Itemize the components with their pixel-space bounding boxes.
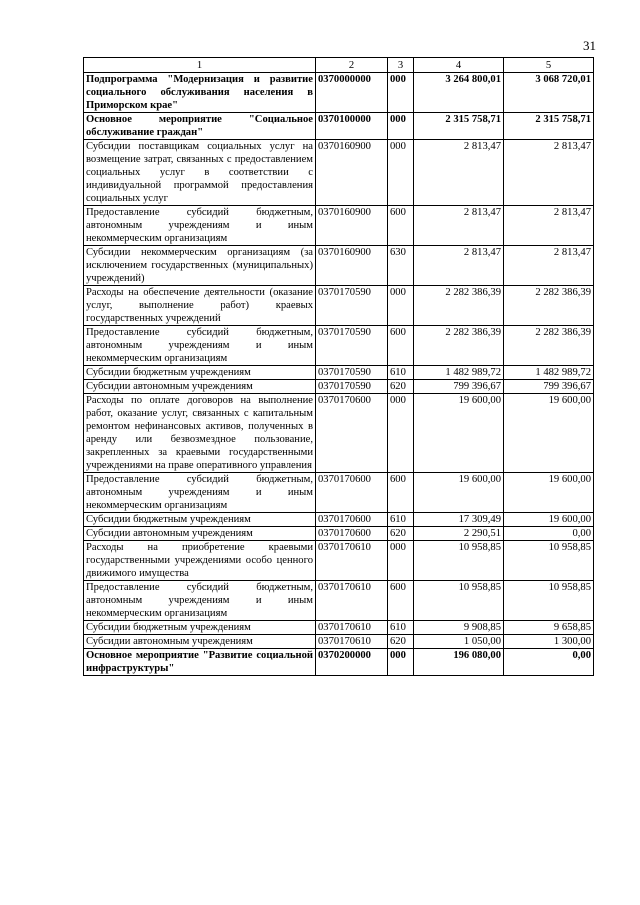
table-row xyxy=(84,581,594,621)
row-name-cell: Предоставление субсидий бюджетным, автономным учреждениям и иным некоммерческим организациям xyxy=(84,206,316,246)
row-csr-cell: 0370170590 xyxy=(316,366,388,380)
row-vr-cell: 600 xyxy=(388,326,414,366)
row-year2-amount-cell: 0,00 xyxy=(504,649,594,676)
row-vr-cell: 620 xyxy=(388,380,414,394)
row-name-cell: Субсидии бюджетным учреждениям xyxy=(84,366,316,380)
column-number-row xyxy=(84,58,594,73)
table-row xyxy=(84,73,594,113)
table-row xyxy=(84,513,594,527)
row-csr-cell: 0370170600 xyxy=(316,473,388,513)
row-csr-cell: 0370100000 xyxy=(316,113,388,140)
column-header: 4 xyxy=(414,58,504,73)
row-vr-cell: 600 xyxy=(388,473,414,513)
row-year1-amount-cell: 3 264 800,01 xyxy=(414,73,504,113)
row-csr-cell: 0370160900 xyxy=(316,140,388,206)
row-name-cell: Основное мероприятие "Социальное обслуживание граждан" xyxy=(84,113,316,140)
row-vr-cell: 610 xyxy=(388,366,414,380)
row-vr-cell: 630 xyxy=(388,246,414,286)
row-year1-amount-cell: 196 080,00 xyxy=(414,649,504,676)
row-vr-cell: 000 xyxy=(388,140,414,206)
row-csr-cell: 0370170590 xyxy=(316,286,388,326)
row-year1-amount-cell: 19 600,00 xyxy=(414,473,504,513)
row-year1-amount-cell: 2 290,51 xyxy=(414,527,504,541)
row-year1-amount-cell: 2 282 386,39 xyxy=(414,286,504,326)
row-vr-cell: 000 xyxy=(388,286,414,326)
row-year2-amount-cell: 3 068 720,01 xyxy=(504,73,594,113)
row-vr-cell: 000 xyxy=(388,113,414,140)
row-csr-cell: 0370160900 xyxy=(316,246,388,286)
row-csr-cell: 0370200000 xyxy=(316,649,388,676)
row-year1-amount-cell: 19 600,00 xyxy=(414,394,504,473)
row-name-cell: Предоставление субсидий бюджетным, автономным учреждениям и иным некоммерческим организациям xyxy=(84,581,316,621)
row-csr-cell: 0370170600 xyxy=(316,513,388,527)
row-year2-amount-cell: 2 813,47 xyxy=(504,140,594,206)
row-csr-cell: 0370170600 xyxy=(316,394,388,473)
table-row xyxy=(84,140,594,206)
row-year1-amount-cell: 2 813,47 xyxy=(414,206,504,246)
row-name-cell: Субсидии автономным учреждениям xyxy=(84,635,316,649)
row-vr-cell: 600 xyxy=(388,206,414,246)
row-year2-amount-cell: 799 396,67 xyxy=(504,380,594,394)
row-year2-amount-cell: 19 600,00 xyxy=(504,394,594,473)
table-row xyxy=(84,286,594,326)
row-year2-amount-cell: 0,00 xyxy=(504,527,594,541)
row-name-cell: Расходы по оплате договоров на выполнение работ, оказание услуг, связанных с капитальным ремонтом нефинансовых активов, полученных в аренду или безвозмездное пользование, закрепленных за краевыми государственными учреждениями на праве оперативного управления xyxy=(84,394,316,473)
row-vr-cell: 620 xyxy=(388,527,414,541)
row-csr-cell: 0370170600 xyxy=(316,527,388,541)
row-name-cell: Расходы на приобретение краевыми государственными учреждениями особо ценного движимого имущества xyxy=(84,541,316,581)
row-vr-cell: 000 xyxy=(388,394,414,473)
row-csr-cell: 0370170610 xyxy=(316,581,388,621)
row-name-cell: Субсидии автономным учреждениям xyxy=(84,527,316,541)
page-number: 31 xyxy=(583,38,596,53)
row-name-cell: Расходы на обеспечение деятельности (оказание услуг, выполнение работ) краевых государственных учреждений xyxy=(84,286,316,326)
row-year1-amount-cell: 2 282 386,39 xyxy=(414,326,504,366)
row-name-cell: Субсидии бюджетным учреждениям xyxy=(84,621,316,635)
row-year2-amount-cell: 2 315 758,71 xyxy=(504,113,594,140)
column-header: 1 xyxy=(84,58,316,73)
table-row xyxy=(84,541,594,581)
row-name-cell: Субсидии автономным учреждениям xyxy=(84,380,316,394)
row-year2-amount-cell: 2 282 386,39 xyxy=(504,326,594,366)
table-row xyxy=(84,366,594,380)
row-year2-amount-cell: 10 958,85 xyxy=(504,541,594,581)
row-name-cell: Предоставление субсидий бюджетным, автономным учреждениям и иным некоммерческим организациям xyxy=(84,326,316,366)
row-name-cell: Субсидии поставщикам социальных услуг на возмещение затрат, связанных с предоставлением социальных услуг в соответствии с индивидуальной программой предоставления социальных услуг xyxy=(84,140,316,206)
table-row xyxy=(84,380,594,394)
row-vr-cell: 000 xyxy=(388,541,414,581)
column-header: 2 xyxy=(316,58,388,73)
column-header: 5 xyxy=(504,58,594,73)
row-year2-amount-cell: 19 600,00 xyxy=(504,473,594,513)
row-year2-amount-cell: 2 813,47 xyxy=(504,246,594,286)
row-year2-amount-cell: 10 958,85 xyxy=(504,581,594,621)
row-year1-amount-cell: 799 396,67 xyxy=(414,380,504,394)
row-name-cell: Подпрограмма "Модернизация и развитие социального обслуживания населения в Приморском крае" xyxy=(84,73,316,113)
row-vr-cell: 000 xyxy=(388,649,414,676)
row-year1-amount-cell: 17 309,49 xyxy=(414,513,504,527)
row-year2-amount-cell: 9 658,85 xyxy=(504,621,594,635)
row-year1-amount-cell: 2 813,47 xyxy=(414,246,504,286)
row-csr-cell: 0370170610 xyxy=(316,635,388,649)
row-csr-cell: 0370000000 xyxy=(316,73,388,113)
table-row xyxy=(84,246,594,286)
row-name-cell: Основное мероприятие "Развитие социальной инфраструктуры" xyxy=(84,649,316,676)
row-year1-amount-cell: 2 315 758,71 xyxy=(414,113,504,140)
table-row xyxy=(84,621,594,635)
row-csr-cell: 0370170610 xyxy=(316,621,388,635)
row-year2-amount-cell: 1 300,00 xyxy=(504,635,594,649)
row-vr-cell: 600 xyxy=(388,581,414,621)
row-vr-cell: 000 xyxy=(388,73,414,113)
row-name-cell: Субсидии бюджетным учреждениям xyxy=(84,513,316,527)
table-row xyxy=(84,527,594,541)
column-header: 3 xyxy=(388,58,414,73)
table-row xyxy=(84,326,594,366)
row-vr-cell: 610 xyxy=(388,513,414,527)
row-csr-cell: 0370170590 xyxy=(316,380,388,394)
table-row xyxy=(84,394,594,473)
table-row xyxy=(84,635,594,649)
row-year1-amount-cell: 2 813,47 xyxy=(414,140,504,206)
table-row xyxy=(84,649,594,676)
row-year1-amount-cell: 10 958,85 xyxy=(414,541,504,581)
row-year2-amount-cell: 1 482 989,72 xyxy=(504,366,594,380)
table-row xyxy=(84,113,594,140)
row-year2-amount-cell: 2 813,47 xyxy=(504,206,594,246)
table-row xyxy=(84,206,594,246)
row-year1-amount-cell: 1 482 989,72 xyxy=(414,366,504,380)
row-year2-amount-cell: 19 600,00 xyxy=(504,513,594,527)
row-year1-amount-cell: 10 958,85 xyxy=(414,581,504,621)
row-csr-cell: 0370170610 xyxy=(316,541,388,581)
row-year2-amount-cell: 2 282 386,39 xyxy=(504,286,594,326)
row-vr-cell: 620 xyxy=(388,635,414,649)
budget-table xyxy=(83,57,594,676)
row-csr-cell: 0370170590 xyxy=(316,326,388,366)
row-name-cell: Предоставление субсидий бюджетным, автономным учреждениям и иным некоммерческим организациям xyxy=(84,473,316,513)
row-name-cell: Субсидии некоммерческим организациям (за исключением государственных (муниципальных) учреждений) xyxy=(84,246,316,286)
row-year1-amount-cell: 1 050,00 xyxy=(414,635,504,649)
row-year1-amount-cell: 9 908,85 xyxy=(414,621,504,635)
table-row xyxy=(84,473,594,513)
row-vr-cell: 610 xyxy=(388,621,414,635)
row-csr-cell: 0370160900 xyxy=(316,206,388,246)
